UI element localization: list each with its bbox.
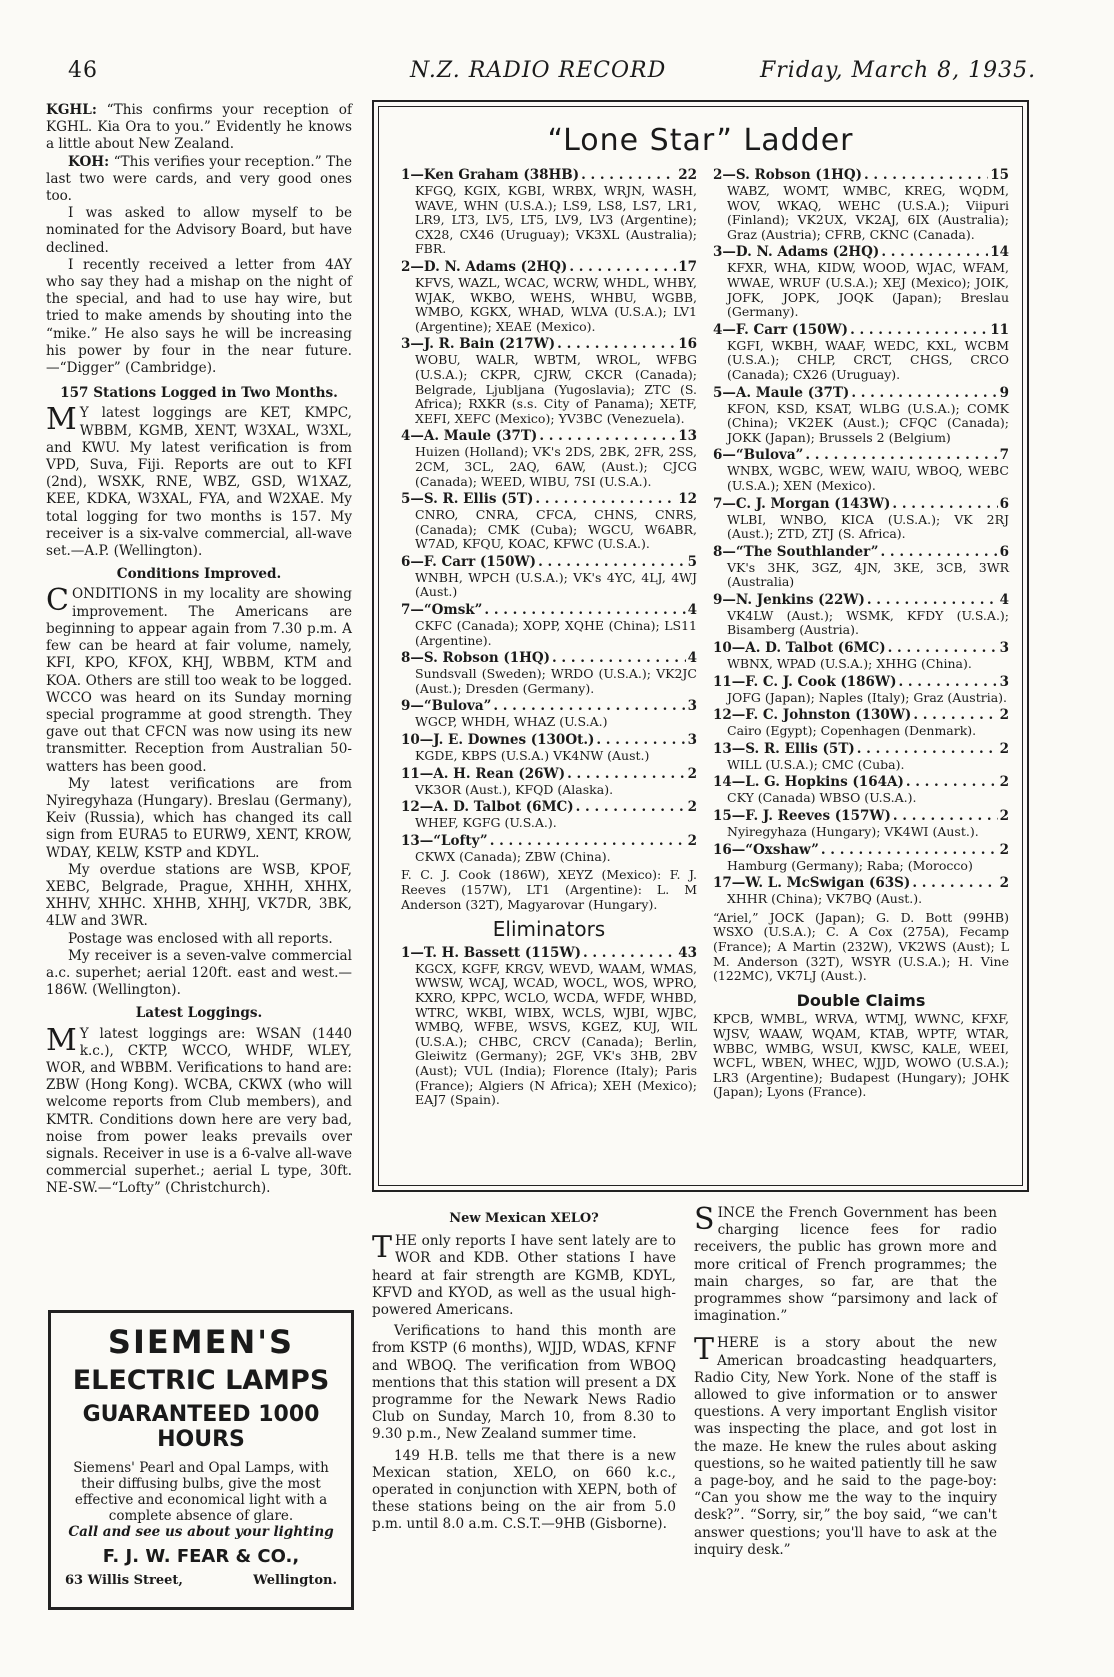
leader-dots (581, 167, 676, 184)
ladder-entry-stations: WNBH, WPCH (U.S.A.); VK's 4YC, 4LJ, 4WJ (Aust.) (415, 569, 697, 600)
ladder-entry-score: 3 (687, 698, 697, 715)
ladder-entry-heading (401, 336, 697, 353)
ladder-entry-name: 1—Ken Graham (38HB) (401, 167, 580, 183)
middle-column (372, 1210, 676, 1534)
double-claims-list: KPCB, WMBL, WRVA, WTMJ, WWNC, KFXF, WJSV, WAAW, WQAM, KTAB, WPTF, WTAR, WBBC, WMBG, WSUI, KWSC, KALE, WEEI, WCFL, WBEN, WHEC, WJJD, WOWO (U.S.A.); LR3 (Argentine); Budapest (Hungary); JOHK (Japan); Lyons (France). (713, 1011, 1009, 1100)
ladder-entry-score: 13 (678, 428, 697, 445)
ladder-entry (713, 322, 1009, 383)
leader-dots (821, 842, 998, 859)
leader-dots (567, 766, 685, 783)
ladder-entry-heading (713, 774, 1009, 791)
advisory-paragraph: I was asked to allow myself to be nominated for the Advisory Board, but have declined. (46, 205, 352, 256)
ladder-entry-name: 1—T. H. Bassett (115W) (401, 944, 581, 961)
page-number: 46 (68, 58, 98, 83)
eliminators-title: Eliminators (492, 917, 606, 942)
kghl-text: “This confirms your reception of KGHL. Kia Ora to you.” Evidently he knows a little about New Zealand. (46, 102, 352, 153)
ladder-entry-heading (713, 385, 1009, 402)
ladder-entry-name: 10—J. E. Downes (130Ot.) (401, 732, 595, 749)
koh-label: KOH: (68, 153, 110, 170)
ladder-entry (401, 766, 697, 798)
ladder-entry-score: 22 (678, 167, 697, 183)
ladder-entry (401, 602, 697, 648)
ladder-entry (713, 640, 1009, 672)
ladder-entry-heading (713, 244, 1009, 261)
ladder-entry-score: 4 (687, 650, 697, 667)
ladder-entry-stations: CKFC (Canada); XOPP, XQHE (China); LS11 (Argentine). (415, 618, 697, 648)
ladder-right-entries (713, 167, 1009, 907)
ladder-entry (401, 167, 697, 257)
ladder-entry (713, 774, 1009, 806)
ladder-entry (713, 385, 1009, 446)
ladder-entry-stations: KFON, KSD, KSAT, WLBG (U.S.A.); COMK (China); VK2EK (Aust.); CFQC (Canada); JOKK (Japan); Brussels 2 (Belgium) (727, 400, 1009, 445)
ladder-entry-score: 3 (999, 640, 1009, 657)
xelo-paragraph-1 (372, 1230, 676, 1319)
ladder-entry-heading (401, 799, 697, 816)
ladder-entry-score: 2 (687, 832, 697, 849)
leader-dots (535, 491, 676, 508)
ladder-entry-name: 11—A. H. Rean (26W) (401, 765, 566, 782)
conditions-text: ONDITIONS in my locality are showing improvement. The Americans are beginning to appear again from 7.30 p.m. A few can be heard at fair volume, namely, KFI, KPO, KFOX, KHJ, WBBM, KTM and KOA. Others are still too weak to be logged. WCCO was heard on its Sunday morning special programme at good strength. They gave out that CFCN was now using its new transmitter. Reception from Australian 50-watters has been good. (46, 586, 352, 775)
ladder-entry-score: 2 (999, 740, 1009, 757)
leader-dots (850, 322, 988, 339)
double-claims-title: Double Claims (796, 990, 926, 1010)
overdue-paragraph: My overdue stations are WSB, KPOF, XEBC, Belgrade, Prague, XHHH, XHHX, XHHV, XHHC. XHHB, XHHJ, VK7DR, 3BK, 4LW and 3WR. (46, 861, 352, 930)
ladder-entry-stations: WOBU, WALR, WBTM, WROL, WFBG (U.S.A.); CKPR, CJRW, CKCR (Canada); Belgrade, Ljubljana (Yugoslavia); ZTC (S. Africa); RXKR (s.s. City of Panama); XETF, XEFI, XEFC (Mexico); YV3BC (Venezuela). (415, 352, 697, 426)
loggings-paragraph (46, 402, 352, 560)
ladder-entry-name: 9—“Bulova” (401, 698, 492, 715)
ladder-entry-stations: JOFG (Japan); Naples (Italy); Graz (Austria). (727, 689, 1008, 705)
ladder-entry (401, 945, 697, 1108)
leader-dots (539, 428, 676, 445)
ladder-entry-score: 7 (999, 447, 1009, 464)
ladder-entry-name: 3—J. R. Bain (217W) (401, 336, 556, 353)
ladder-entry-score: 2 (999, 875, 1009, 892)
ladder-entry-heading (713, 592, 1009, 609)
ladder-entry (713, 741, 1009, 773)
ladder-entry-name: 4—A. Maule (37T) (401, 428, 538, 445)
latest-text: Y latest loggings are: WSAN (1440 k.c.), CKTP, WCCO, WHDF, WLEY, WOR, and WBBM. Verifications to hand are: ZBW (Hong Kong). WCBA, CKWX (who will welcome reports from Club members), and KMTR. Conditions down here are very bad, noise from power leaks prevails over signals. Receiver in use is a 6-valve all-wave commercial superhet.; aerial L type, 30ft. NE-SW.—“Lofty” (Christchurch). (46, 1025, 352, 1197)
radio-city-text: HERE is a story about the new American broadcasting headquarters, Radio City, New York. None of the staff is allowed to give information or to answer questions. A very important English visitor was inspecting the place, and got lost in the maze. He knew the rules about asking questions, so he waited patiently till he saw a page-boy, and he said to the page-boy: “Can you show me the way to the inquiry desk?”. “Sorry, sir,” the boy said, “we can't answer questions; you'll have to ask at the inquiry desk.” (694, 1335, 997, 1558)
ad-guarantee: GUARANTEED 1000 HOURS (82, 1402, 320, 1452)
ladder-entry (713, 707, 1009, 739)
ladder-entry (713, 674, 1009, 706)
ladder-entry-name: 5—A. Maule (37T) (713, 384, 850, 401)
verifications-paragraph: My latest verifications are from Nyiregyhaza (Hungary). Breslau (Germany), Keiv (Russia), which has changed its call sign from EURA5 to EURW9, XENT, KROW, WDAY, KELW, KSTP and KDYL. (46, 775, 352, 861)
ladder-entry-stations: KGFI, WKBH, WAAF, WEDC, KXL, WCBM (U.S.A.); CHLP, CRCT, CHGS, CRCO (Canada); CX26 (Uruguay). (727, 337, 1009, 382)
ladder-entry (713, 447, 1009, 493)
ladder-entry-heading (401, 602, 697, 619)
leader-dots (490, 833, 686, 850)
ladder-entry-score: 11 (990, 321, 1009, 338)
kghl-label: KGHL: (46, 102, 97, 118)
ladder-entry-heading (713, 674, 1009, 691)
ladder-entry-name: 14—L. G. Hopkins (164A) (713, 774, 904, 791)
ladder-entry (401, 698, 697, 730)
drop-cap: T (372, 1230, 393, 1266)
ladder-right-column (713, 167, 1009, 1100)
loggings-text: Y latest loggings are KET, KMPC, WBBM, KGMB, XENT, W3XAL, W3XL, and KWU. My latest verification is from VPD, Suva, Fiji. Reports are out to KFI (2nd), WSXK, RNE, WBZ, GSD, W1XAZ, KEE, KDKA, W3XAL, FYA, and W2XAE. My total logging for two months is 157. My receiver is a six-valve commercial, all-wave set.—A.P. (Wellington). (46, 405, 352, 560)
xelo-paragraph-2: Verifications to hand this month are from KSTP (6 months), WJJD, WDAS, KFNF and WBOQ. The verification from WBOQ mentions that this station will present a DX programme for the Newark News Radio Club on Sunday, March 10, from 8.30 to 9.30 p.m., New Zealand summer time. (372, 1323, 676, 1443)
ad-body: Siemens' Pearl and Opal Lamps, with their diffusing bulbs, give the most effective and economical light with a complete absence of glare. (73, 1460, 329, 1524)
ladder-entry-name: 4—F. Carr (150W) (713, 321, 849, 338)
conditions-paragraph (46, 583, 352, 775)
drop-cap: M (46, 1022, 77, 1058)
ladder-entry-stations: CNRO, CNRA, CFCA, CHNS, CNRS, (Canada); CMK (Cuba); WGCU, W6ABR, W7AD, KFQU, KOAC, KFWC (U.S.A.). (415, 507, 697, 552)
ladder-box (372, 100, 1029, 1192)
ladder-entry-heading (713, 496, 1009, 513)
ad-company: F. J. W. FEAR & CO., (102, 1546, 300, 1567)
ladder-entry-name: 12—A. D. Talbot (6MC) (401, 799, 574, 816)
ladder-entry-heading (713, 875, 1009, 892)
ladder-entry-name: 13—S. R. Ellis (5T) (713, 740, 855, 757)
french-text: INCE the French Government has been charging licence fees for radio receivers, the public has grown more and more critical of French programmes; the main charges, so far, are that the programmes show “parsimony and lack of imagination.” (694, 1205, 997, 1325)
ladder-entry-name: 6—“Bulova” (713, 447, 804, 464)
leader-dots (484, 602, 685, 619)
section-heading-latest: Latest Loggings. (135, 1005, 263, 1022)
ladder-entry-heading (401, 650, 697, 667)
ladder-entry (401, 650, 697, 696)
drop-cap: T (694, 1332, 715, 1368)
ladder-entry-heading (713, 808, 1009, 825)
ladder-entry-heading (713, 640, 1009, 657)
leader-dots (552, 650, 686, 667)
ladder-entry-stations: Cairo (Egypt); Copenhagen (Denmark). (727, 723, 977, 739)
ladder-entry-heading (401, 945, 697, 962)
ladder-entry-name: 8—“The Southlander” (713, 543, 879, 560)
ladder-entry-score: 2 (687, 799, 697, 816)
ladder-entry-name: 12—F. C. Johnston (130W) (713, 707, 912, 724)
drop-cap: S (694, 1202, 715, 1237)
ladder-entry (713, 842, 1009, 874)
ladder-entry-stations: WILL (U.S.A.); CMC (Cuba). (727, 756, 905, 772)
ladder-entry-name: 10—A. D. Talbot (6MC) (713, 640, 886, 657)
koh-text: “This verifies your reception.” The last two were cards, and very good ones too. (46, 153, 352, 205)
ladder-left-entries (401, 167, 697, 864)
ad-call: Call and see us about your lighting (68, 1524, 334, 1540)
ladder-entry-stations: CKY (Canada) WBSO (U.S.A.). (727, 790, 917, 806)
leader-dots (493, 698, 685, 715)
leader-dots (888, 640, 998, 657)
ladder-entry (713, 875, 1009, 907)
ladder-entry-heading (713, 447, 1009, 464)
ladder-entry-score: 4 (687, 602, 697, 619)
publication-title: N.Z. RADIO RECORD (410, 58, 667, 83)
receiver-paragraph: My receiver is a seven-valve commercial a.c. superhet; aerial 120ft. east and west.—186W. (Wellington). (46, 947, 352, 999)
ladder-entry-stations: VK4LW (Aust.); WSMK, KFDY (U.S.A.); Bisamberg (Austria). (727, 607, 1009, 638)
leader-dots (881, 244, 988, 261)
ladder-entry-name: 11—F. C. J. Cook (186W) (713, 673, 897, 690)
leader-dots (538, 554, 686, 571)
ladder-entry-score: 4 (999, 591, 1009, 608)
ad-city: Wellington. (253, 1573, 337, 1588)
ladder-entry (401, 491, 697, 552)
ladder-entry-stations: XHHR (China); VK7BQ (Aust.). (727, 891, 923, 907)
issue-date: Friday, March 8, 1935. (760, 58, 1037, 83)
xelo-paragraph-3: 149 H.B. tells me that there is a new Mexican station, XELO, on 660 k.c., operated in conjunction with XEPN, both of these stations being on the air from 5.0 p.m. until 8.0 a.m. C.S.T.—9HB (Gisborne). (372, 1447, 676, 1533)
leader-dots (913, 707, 997, 724)
ladder-entry-name: 8—S. Robson (1HQ) (401, 650, 551, 667)
ladder-entry-score: 3 (687, 732, 697, 749)
left-column (46, 102, 352, 1198)
ladder-entry-heading (713, 741, 1009, 758)
ladder-entry-heading (713, 707, 1009, 724)
leader-dots (906, 774, 998, 791)
ladder-entry-heading (401, 698, 697, 715)
4ay-paragraph: I recently received a letter from 4AY who say they had a mishap on the night of the special, and had to use hay wire, but tried to make amends by shouting into the “mike.” He also says he will be increasing his power by four in the near future.—“Digger” (Cambridge). (46, 256, 352, 377)
ladder-entry-stations: WBNX, WPAD (U.S.A.); XHHG (China). (727, 656, 972, 672)
koh-paragraph (46, 154, 352, 206)
siemens-advertisement (48, 1310, 354, 1610)
ladder-entry-score: 5 (687, 553, 697, 570)
ladder-entry-stations: CKWX (Canada); ZBW (China). (415, 848, 611, 864)
ladder-entry-stations: Sundsvall (Sweden); WRDO (U.S.A.); VK2JC (Aust.); Dresden (Germany). (415, 666, 697, 696)
leader-dots (893, 808, 998, 825)
ad-product: ELECTRIC LAMPS (72, 1365, 330, 1396)
ladder-entry (713, 496, 1009, 542)
ladder-entry-stations: KGDE, KBPS (U.S.A.) VK4NW (Aust.) (415, 748, 650, 764)
drop-cap: M (46, 402, 77, 438)
ladder-left-note: F. C. J. Cook (186W), XEYZ (Mexico): F. J. Reeves (157W), LT1 (Argentine): L. M Anderson (32T), Magyarovar (Hungary). (401, 867, 697, 912)
leader-dots (576, 799, 686, 816)
ladder-entry (401, 428, 697, 489)
ladder-entry-name: 5—S. R. Ellis (5T) (401, 491, 534, 508)
ladder-entry-name: 2—D. N. Adams (2HQ) (401, 258, 568, 275)
leader-dots (857, 741, 998, 758)
ladder-entry-name: 16—“Oxshaw” (713, 841, 819, 858)
leader-dots (881, 544, 998, 561)
ladder-right-note: “Ariel,” JOCK (Japan); G. D. Bott (99HB) WSXO (U.S.A.); C. A Cox (275A), Fecamp (France); A Martin (232W), VK2WS (Aust); L M. Anderson (32T), WSYR (U.S.A.); H. Vine (122MC), VK7LJ (Aust.). (713, 909, 1009, 984)
ladder-entry (401, 336, 697, 426)
section-heading-conditions: Conditions Improved. (116, 566, 282, 583)
ladder-entry-name: 15—F. J. Reeves (157W) (713, 808, 891, 825)
ladder-entry-score: 12 (678, 491, 697, 508)
leader-dots (867, 592, 998, 609)
ladder-entry-heading (713, 322, 1009, 339)
ad-street: 63 Willis Street, (65, 1573, 183, 1588)
latest-paragraph (46, 1022, 352, 1198)
ladder-entry-heading (401, 766, 697, 783)
xelo-heading: New Mexican XELO? (449, 1211, 599, 1226)
ladder-entry-score: 9 (999, 384, 1009, 401)
ladder-entry-name: 7—“Omsk” (401, 602, 483, 619)
ladder-entry (401, 259, 697, 334)
ladder-entry-stations: Huizen (Holland); VK's 2DS, 2BK, 2FR, 2SS, 2CM, 3CL, 2AQ, 6AW, (Aust.); CJCG (Canada); WEED, WIBU, 7SI (U.S.A.). (415, 444, 697, 489)
ladder-entry (713, 544, 1009, 590)
ladder-entry-score: 3 (999, 673, 1009, 690)
ladder-entry-stations: VK's 3HK, 3GZ, 4JN, 3KE, 3CB, 3WR (Australia) (727, 559, 1009, 590)
ladder-entry-name: 3—D. N. Adams (2HQ) (713, 244, 880, 261)
ladder-entry-heading (401, 428, 697, 445)
ladder-entry (401, 554, 697, 600)
ladder-entry-stations: WLBI, WNBO, KICA (U.S.A.); VK 2RJ (Aust.); ZTD, ZTJ (S. Africa). (727, 511, 1009, 542)
ladder-entry-stations: KFVS, WAZL, WCAC, WCRW, WHDL, WHBY, WJAK, WKBO, WEHS, WHBU, WGBB, WMBO, KGKX, WHAD, WLVA (U.S.A.); LV1 (Argentine); XEAE (Mexico). (415, 274, 697, 334)
ladder-entry-name: 9—N. Jenkins (22W) (713, 591, 865, 608)
ladder-entry-score: 2 (999, 841, 1009, 858)
ladder-title: “Lone Star” Ladder (547, 123, 854, 158)
ladder-entry-stations: WNBX, WGBC, WEW, WAIU, WBOQ, WEBC (U.S.A.); XEN (Mexico). (727, 463, 1009, 493)
kghl-paragraph (46, 102, 352, 154)
ladder-entry-stations: KFGQ, KGIX, KGBI, WRBX, WRJN, WASH, WAVE, WHN (U.S.A.); LS9, LS8, LS7, LR1, LR9, LT3, LV5, LT5, LV9, LV3 (Argentine); CX28, CX46 (Uruguay); VK3XL (Australia); FBR. (415, 183, 697, 257)
postage-paragraph: Postage was enclosed with all reports. (68, 930, 333, 947)
ladder-entry-score: 14 (990, 244, 1009, 261)
eliminators-entries (401, 945, 697, 1108)
ladder-entry (713, 244, 1009, 319)
ladder-entry-score: 6 (999, 543, 1009, 560)
ladder-entry-heading (713, 167, 1009, 184)
ladder-entry-heading (401, 554, 697, 571)
ladder-entry-heading (401, 491, 697, 508)
right-column (694, 1202, 997, 1559)
ladder-entry-name: 7—C. J. Morgan (143W) (713, 495, 891, 512)
ladder-entry-heading (401, 833, 697, 850)
ladder-entry-score: 2 (999, 774, 1009, 791)
ladder-entry-name: 6—F. Carr (150W) (401, 553, 537, 570)
leader-dots (569, 259, 676, 276)
ladder-entry-name: 2—S. Robson (1HQ) (713, 167, 863, 183)
ladder-entry (713, 167, 1009, 242)
ladder-entry-heading (713, 544, 1009, 561)
ladder-entry-stations: Hamburg (Germany); Raba; (Morocco) (727, 857, 973, 873)
drop-cap: C (46, 583, 69, 619)
ladder-entry (401, 799, 697, 831)
ladder-entry-heading (713, 842, 1009, 859)
leader-dots (805, 447, 997, 464)
ladder-entry-score: 2 (687, 765, 697, 782)
leader-dots (557, 336, 676, 353)
leader-dots (898, 674, 997, 691)
ladder-entry-score: 16 (678, 336, 697, 353)
ladder-entry-score: 17 (678, 258, 697, 275)
leader-dots (851, 385, 997, 402)
ladder-entry (713, 808, 1009, 840)
ladder-left-column (401, 167, 697, 1110)
ladder-entry-name: 17—W. L. McSwigan (63S) (713, 875, 911, 892)
leader-dots (864, 167, 988, 184)
ladder-entry-stations: KFXR, WHA, KIDW, WOOD, WJAC, WFAM, WWAE, WRUF (U.S.A.); XEJ (Mexico); JOIK, JOFK, JOPK, JOQK (Japan); Breslau (Germany). (727, 260, 1009, 320)
ladder-entry-stations: WABZ, WOMT, WMBC, KREG, WQDM, WOV, WKAQ, WEHC (U.S.A.); Viipuri (Finland); VK2UX, VK2AJ, 6IX (Australia); Graz (Austria); CFRB, CKNC (Canada). (727, 183, 1009, 242)
ladder-entry-stations: VK3OR (Aust.), KFQD (Alaska). (415, 781, 614, 797)
ladder-entry (401, 833, 697, 865)
ad-address (59, 1573, 343, 1588)
ladder-entry-score: 6 (999, 495, 1009, 512)
ladder-entry (713, 592, 1009, 638)
french-paragraph (694, 1202, 997, 1325)
ladder-entry-score: 2 (999, 808, 1009, 825)
ladder-entry-stations: WGCP, WHDH, WHAZ (U.S.A.) (415, 714, 608, 730)
xelo-text-1: HE only reports I have sent lately are to WOR and KDB. Other stations I have heard at fair strength are KGMB, KDYL, KFVD and KYOD, as well as the usual high-powered Americans. (372, 1233, 676, 1319)
leader-dots (892, 496, 997, 513)
radio-city-paragraph (694, 1332, 997, 1559)
ladder-entry-score: 15 (990, 167, 1009, 183)
ladder-entry-stations: WHEF, KGFG (U.S.A.). (415, 815, 557, 831)
leader-dots (912, 875, 997, 892)
section-heading-157: 157 Stations Logged in Two Months. (60, 385, 338, 402)
ladder-entry (401, 732, 697, 764)
leader-dots (583, 945, 676, 962)
ladder-entry-stations: Nyiregyhaza (Hungary); VK4WI (Aust.). (727, 824, 979, 840)
ad-brand: SIEMEN'S (107, 1323, 295, 1361)
ladder-entry-heading (401, 259, 697, 276)
ladder-entry-name: 13—“Lofty” (401, 832, 488, 849)
ladder-entry-score: 43 (678, 944, 697, 961)
ladder-entry-heading (401, 167, 697, 184)
ladder-entry-heading (401, 732, 697, 749)
ladder-entry-stations: KGCX, KGFF, KRGV, WEVD, WAAM, WMAS, WWSW, WCAJ, WCAD, WOCL, WOS, WPRO, KXRO, KPPC, WCLO, WCDA, WFDF, WHBD, WTRC, WKBI, WIBX, WCLS, WJBI, WJBC, WMBQ, WFBE, WSVS, KGEZ, KUJ, WIL (U.S.A.); CHBC, CRCV (Canada); Berlin, Gleiwitz (Germany); 2GF, VK's 3HB, 2BV (Aust); VUL (India); Florence (Italy); Paris (France); Algiers (N Africa); XEH (Mexico); EAJ7 (Spain). (415, 960, 697, 1108)
leader-dots (596, 732, 685, 749)
ladder-entry-score: 2 (999, 707, 1009, 724)
